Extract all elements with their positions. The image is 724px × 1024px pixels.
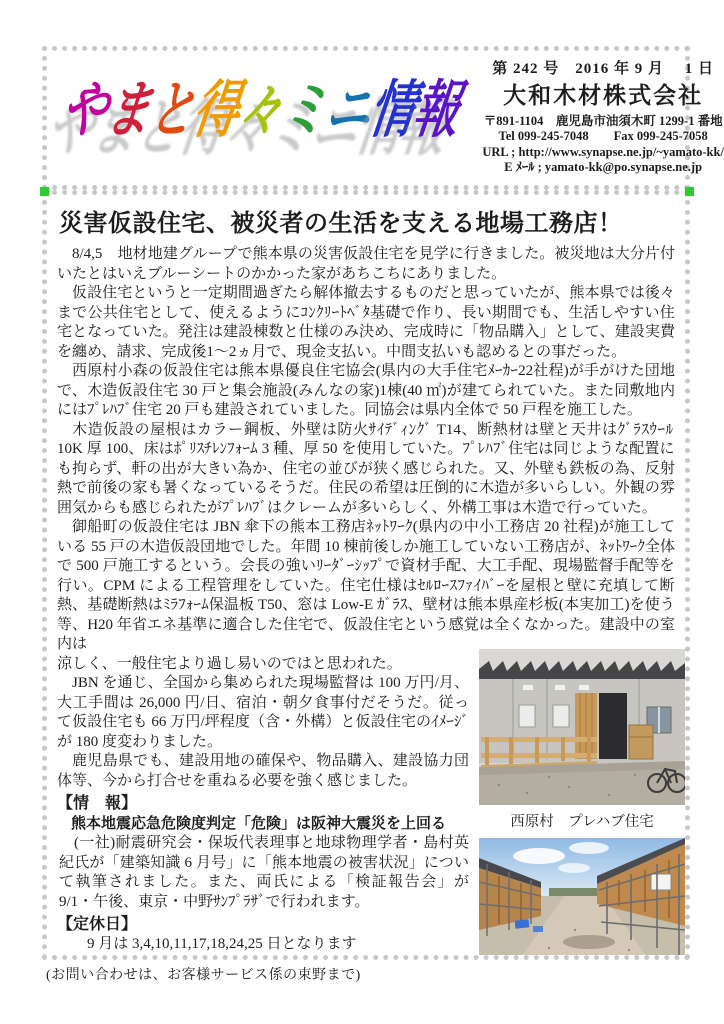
selection-handle-left[interactable] — [40, 187, 49, 196]
paragraph: 鹿児島県でも、建設用地の確保や、物品購入、建設協力団体等、今から打合せを重ねる必要を強く感じました。 — [57, 753, 469, 789]
masthead-char: 得 — [189, 75, 245, 145]
photo-caption-nishihara: 西原村 プレハブ住宅 — [510, 813, 654, 830]
article-headline: 災害仮設住宅、被災者の生活を支える地場工務店！ — [59, 211, 623, 237]
info-body: (一社)耐震研究会・保坂代表理事と地球物理学者・島村英紀氏が「建築知識 6 月号」に「熊本地震の被害状況」について執筆されました。また、両氏による「検証報告会」が 9/1・午後、東京・中野ｻﾝﾌﾟﾗｻﾞで行われます。 — [59, 835, 469, 910]
issue-date: 第 242 号 2016 年 9 月 1 日 — [492, 61, 715, 77]
paragraph: JBN を通じ、全国から集められた現場監督は 100 万円/月、大工手間は 26,000 円/日、宿泊・朝夕食事付だそうだ。従って仮設住宅も 66 万円/坪程度（含・外構）と仮設住宅のｲﾒｰｼﾞが 180 度変わりました。 — [57, 675, 469, 750]
masthead-char: 報 — [409, 75, 466, 145]
company-email: E ﾒｰﾙ ; yamato-kk@po.synapse.ne.jp — [504, 160, 703, 175]
masthead-char: ま — [100, 75, 157, 145]
paragraph: 西原村小森の仮設住宅は熊本県優良住宅協会(県内の大手住宅ﾒｰｶｰ22社程)が手がけた団地で、木造仮設住宅 30 戸と集会施設(みんなの家)1棟(40 ㎡)が建てられていた。また同敷地内にはﾌﾟﾚﾊﾌﾞ住宅 20 戸も建設されていました。同協会は県内全体で 50 戸程を施工した。 — [57, 363, 675, 418]
paragraph: 仮設住宅というと一定期間過ぎたら解体撤去するものだと思っていたが、熊本県では後々まで公共住宅として、使えるようにｺﾝｸﾘｰﾄﾍﾞﾀ基礎で作り、長い期間でも、生活しやすい住宅となっていた。発注は建設棟数と仕様のみ決め、完成時に「物品購入」として、建設実費を纏め、請求、完成後1～2ヵ月で、現金支払い。中間支払いも認めるとの事だった。 — [57, 285, 675, 360]
masthead-title — [56, 75, 466, 145]
article-body-narrow — [57, 655, 469, 961]
lower-section — [57, 655, 675, 961]
masthead-char: ミ — [277, 75, 333, 145]
contact-note: (お問い合わせは、お客様サービス係の束野まで) — [46, 968, 361, 983]
info-headline: 熊本地震応急危険度判定「危険」は阪神大震災を上回る — [71, 816, 447, 832]
holiday-october — [87, 954, 469, 961]
photo-nishihara-prefab — [479, 649, 685, 805]
holiday-section-label: 【定休日】 — [57, 916, 138, 933]
company-tel-fax: Tel 099-245-7048 Fax 099-245-7058 — [498, 129, 708, 144]
info-section-label: 【情 報】 — [57, 795, 138, 812]
company-url: URL ; http://www.synapse.ne.jp/~yamato-kk/ — [482, 144, 724, 159]
paragraph: 8/4,5 地材地建グループで熊本県の災害仮設住宅を見学に行きました。被災地は大分片付いたとはいえブルーシートのかかった家があちこちにありました。 — [57, 246, 675, 282]
holiday-september: 9 月は 3,4,10,11,17,18,24,25 日となります — [87, 936, 357, 952]
masthead-char: や — [56, 75, 113, 145]
company-address: 〒891-1104 鹿児島市油須木町 1299-1 番地 — [483, 113, 723, 128]
masthead-char: 々 — [233, 75, 289, 145]
paragraph: 涼しく、一般住宅より過し易いのではと思われた。 — [57, 655, 402, 672]
content-box — [42, 190, 690, 960]
photo-mifune-wooden — [479, 838, 685, 960]
paragraph: 木造仮設の屋根はカラー鋼板、外壁は防火ｻｲﾃﾞｨﾝｸﾞ T14、断熱材は壁と天井はｸﾞﾗｽｳｰﾙ 10K 厚 100、床はﾎﾟﾘｽﾁﾚﾝﾌｫｰﾑ 3 種、厚 50 を使用していた。ﾌﾟﾚﾊﾌﾞ住宅は同じような配置にも拘らず、軒の出が大きい為か、住宅の並びが狭く感じられた。又、外壁も鉄板の為、反射熱で前後の家も暑くなっているそうだ。住民の希望は圧倒的に木造が多いらしい。外観の雰囲気からも感じられたがﾌﾟﾚﾊﾌﾞはクレームが多いらしく、外構工事は木造で行っていた。 — [57, 421, 675, 516]
masthead-char: ニ — [321, 75, 377, 145]
company-name: 大和木材株式会社 — [503, 82, 704, 108]
paragraph: 御船町の仮設住宅は JBN 傘下の熊本工務店ﾈｯﾄﾜｰｸ(県内の中小工務店 20 社程)が施工している 55 戸の木造仮設団地でした。年間 10 棟前後しか施工していない工務店が、ﾈｯﾄﾜｰｸ全体で 500 戸施工するという。会長の強いﾘｰﾀﾞｰｼｯﾌﾟで資材手配、大工手配、現場監督手配等を行い。CPM による工程管理をしていた。住宅仕様はｾﾙﾛｰｽﾌｧｲﾊﾞｰを屋根と壁に充填して断熱、基礎断熱はﾐﾗﾌｫｰﾑ保温板 T50、窓は Low-E ｶﾞﾗｽ、壁材は熊本県産杉板(本実加工)を使う等、H20 年省エネ基準に適合した住宅で、仮設住宅という感覚は全くなかった。建設中の室内は — [57, 519, 675, 652]
masthead-char: 情 — [365, 75, 422, 145]
selection-handle-right[interactable] — [685, 187, 694, 196]
header-box — [42, 46, 724, 190]
article-body-full — [57, 245, 675, 655]
photo-column — [479, 649, 685, 961]
publication-info — [457, 60, 724, 176]
masthead-char: と — [144, 75, 201, 145]
